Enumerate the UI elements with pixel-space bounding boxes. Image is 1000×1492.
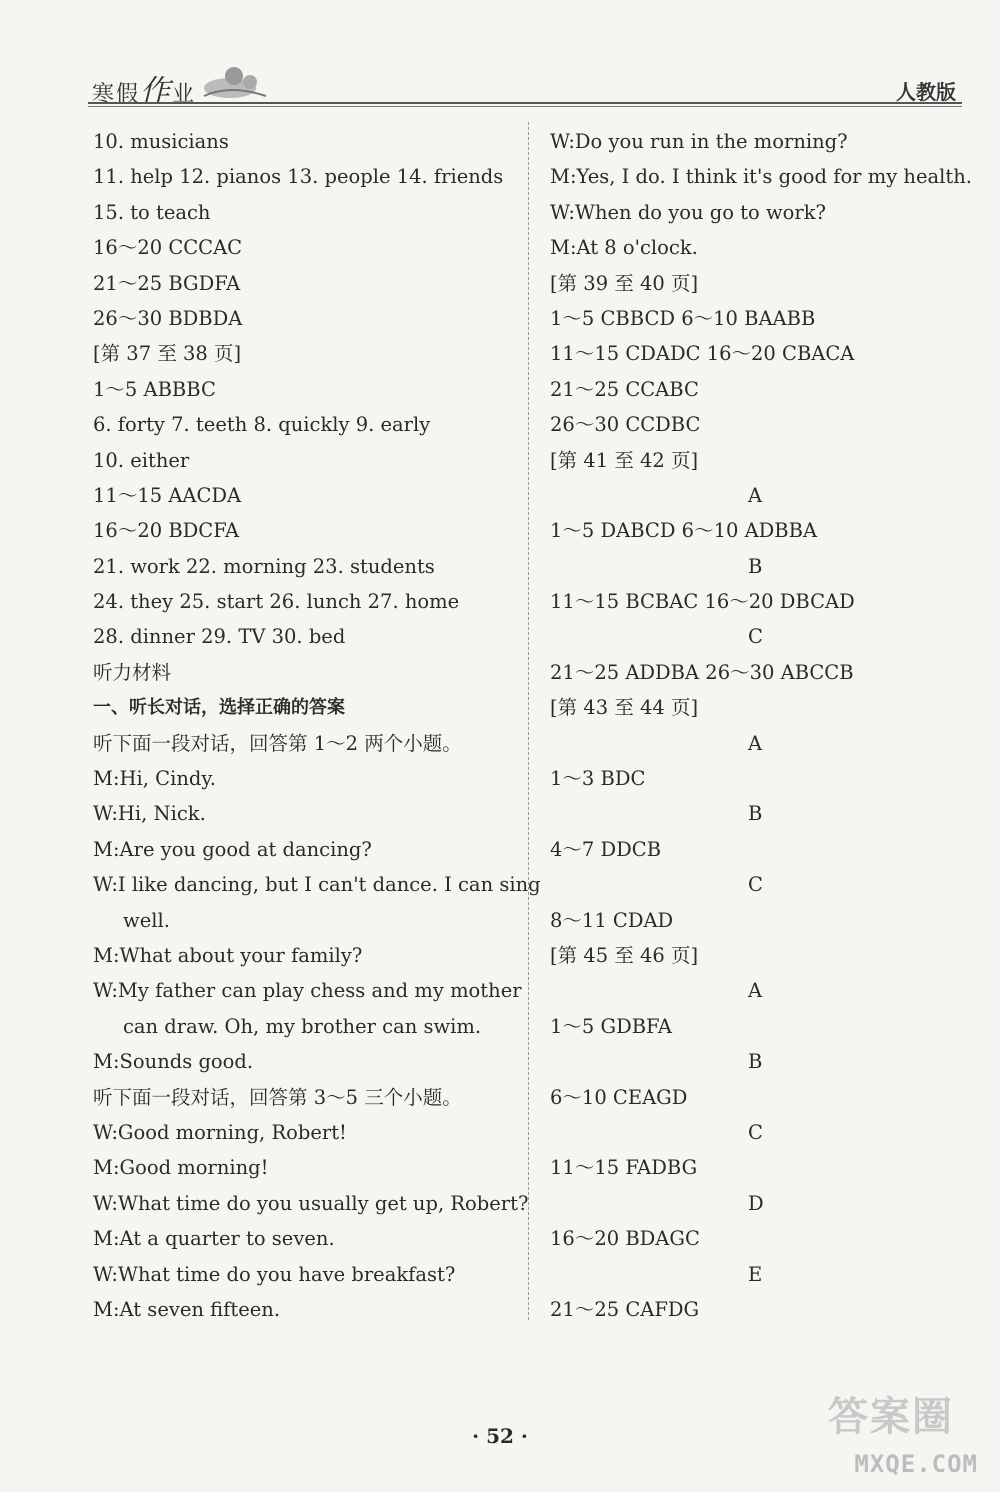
answer-line: 26～30 BDBDA (93, 306, 243, 330)
answer-line: 11～15 AACDA (93, 483, 242, 507)
answer-line: 21～25 CCABC (550, 377, 699, 401)
page-number: · 52 · (472, 1424, 528, 1448)
section-heading: [第 37 至 38 页] (93, 342, 242, 366)
answer-line: 6～10 CEAGD (550, 1085, 688, 1109)
dialogue-line: M:Yes, I do. I think it's good for my health. (550, 165, 972, 189)
header-rule-thin (88, 106, 962, 107)
page-header (0, 0, 1000, 110)
dialogue-line: M:What about your family? (93, 943, 363, 967)
dialogue-line: can draw. Oh, my brother can swim. (123, 1014, 482, 1038)
edition-label: 人教版 (896, 80, 956, 104)
dialogue-line: W:What time do you have breakfast? (93, 1262, 456, 1286)
answer-line: 16～20 CCCAC (93, 236, 243, 260)
answer-line: 21～25 ADDBA 26～30 ABCCB (550, 660, 854, 684)
answer-line: 1～5 CBBCD 6～10 BAABB (550, 306, 816, 330)
part-label: B (748, 802, 763, 826)
answer-line: 15. to teach (93, 200, 211, 224)
answer-line: 26～30 CCDBC (550, 413, 701, 437)
answer-line: 11～15 FADBG (550, 1156, 698, 1180)
answer-line: 11. help 12. pianos 13. people 14. friends (93, 165, 504, 189)
answer-line: 1～3 BDC (550, 767, 646, 791)
part-label: C (748, 873, 763, 897)
answer-line: 11～15 CDADC 16～20 CBACA (550, 342, 855, 366)
instruction-line: 听下面一段对话，回答第 3～5 三个小题。 (93, 1085, 462, 1109)
column-divider (528, 122, 529, 1320)
dialogue-line: W:Hi, Nick. (93, 802, 206, 826)
answer-line: 21. work 22. morning 23. students (93, 554, 435, 578)
logo-text-1: 寒假 (92, 82, 141, 107)
instruction-line: 听下面一段对话，回答第 1～2 两个小题。 (93, 731, 462, 755)
part-label: C (748, 1120, 763, 1144)
answer-line: 10. either (93, 448, 190, 472)
dialogue-line: M:Sounds good. (93, 1050, 254, 1074)
section-heading: [第 45 至 46 页] (550, 943, 699, 967)
part-label: A (748, 731, 763, 755)
dialogue-line: M:At seven fifteen. (93, 1297, 281, 1321)
watermark-logo-text: 答案圈 (828, 1394, 954, 1440)
answer-line: 4～7 DDCB (550, 837, 662, 861)
dialogue-line: W:When do you go to work? (550, 200, 826, 224)
dialogue-line: well. (123, 908, 170, 932)
header-rule (88, 102, 962, 104)
dialogue-line: M:Are you good at dancing? (93, 837, 372, 861)
answer-line: 21～25 BGDFA (93, 271, 241, 295)
logo-text-3: 业 (172, 82, 197, 107)
left-column (93, 124, 541, 1327)
dialogue-line: W:My father can play chess and my mother (93, 979, 522, 1003)
answer-line: 6. forty 7. teeth 8. quickly 9. early (93, 413, 431, 437)
part-label: D (748, 1191, 764, 1215)
section-heading: [第 39 至 40 页] (550, 271, 699, 295)
section-heading: [第 43 至 44 页] (550, 696, 699, 720)
answer-line: 1～5 ABBBC (93, 377, 216, 401)
answer-line: 16～20 BDCFA (93, 519, 240, 543)
dialogue-line: W:Do you run in the morning? (550, 130, 848, 153)
dialogue-line: M:At a quarter to seven. (93, 1227, 335, 1251)
answer-line: 16～20 BDAGC (550, 1227, 700, 1251)
section-heading: 一、听长对话，选择正确的答案 (93, 697, 345, 719)
dialogue-line: M:Good morning! (93, 1156, 269, 1180)
watermark-url: MXQE.COM (854, 1450, 978, 1478)
part-label: A (748, 979, 763, 1003)
answer-line: 8～11 CDAD (550, 908, 674, 932)
dialogue-line: W:I like dancing, but I can't dance. I can sing (93, 873, 541, 897)
part-label: B (748, 554, 763, 578)
logo-text-2: 作 (140, 74, 173, 109)
part-label: C (748, 625, 763, 649)
part-label: A (748, 483, 763, 507)
answer-line: 24. they 25. start 26. lunch 27. home (93, 590, 460, 614)
answer-line: 1～5 GDBFA (550, 1014, 672, 1038)
logo-decoration-icon (200, 62, 270, 102)
dialogue-line: M:Hi, Cindy. (93, 767, 216, 791)
answer-line: 1～5 DABCD 6～10 ADBBA (550, 519, 818, 543)
answer-line: 21～25 CAFDG (550, 1297, 700, 1321)
dialogue-line: W:Good morning, Robert! (93, 1120, 347, 1144)
right-column (550, 124, 970, 1327)
answer-line: 11～15 BCBAC 16～20 DBCAD (550, 590, 855, 614)
part-label: E (748, 1262, 763, 1286)
section-heading: [第 41 至 42 页] (550, 448, 699, 472)
dialogue-line: W:What time do you usually get up, Robert? (93, 1191, 529, 1215)
answer-line: 10. musicians (93, 130, 229, 153)
dialogue-line: M:At 8 o'clock. (550, 236, 698, 260)
part-label: B (748, 1050, 763, 1074)
answer-line: 28. dinner 29. TV 30. bed (93, 625, 346, 649)
section-heading: 听力材料 (93, 660, 172, 684)
